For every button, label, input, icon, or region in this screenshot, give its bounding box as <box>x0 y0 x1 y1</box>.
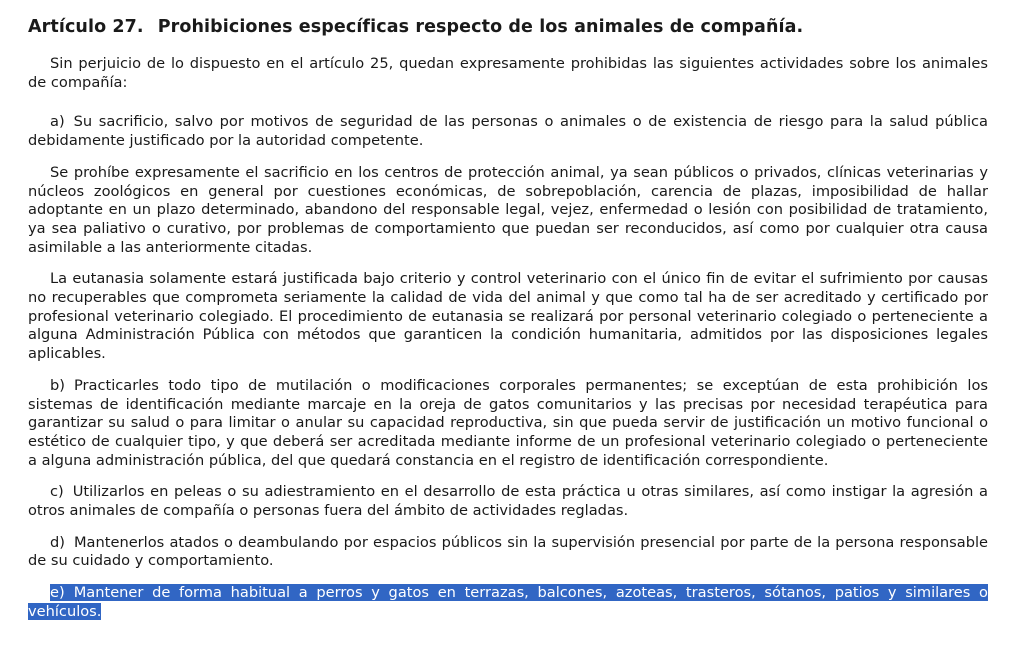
item-e-paragraph[interactable] <box>28 584 988 621</box>
item-c-text: Utilizarlos en peleas o su adiestramiento en el desarrollo de esta práctica u otras similares, así como instigar la agresión a otros animales de compañía o personas fuera del ámbito de actividades regladas. <box>28 483 988 520</box>
item-b-text: Practicarles todo tipo de mutilación o modificaciones corporales permanentes; se exceptúan de esta prohibición los sistemas de identificación mediante marcaje en la oreja de gatos comunitarios y las precisas por necesidad terapéutica para garantizar su salud o para limitar o anular su capacidad reproductiva, sin que pueda servir de justificación un motivo funcional o estético de cualquier tipo, y que deberá ser acreditada mediante informe de un profesional veterinario colegiado o perteneciente a alguna administración pública, del que quedará constancia en el registro de identificación correspondiente. <box>28 376 988 469</box>
text-selection-highlight[interactable] <box>28 584 988 620</box>
item-a-text: Su sacrificio, salvo por motivos de seguridad de las personas o animales o de existencia de riesgo para la salud pública debidamente justificado por la autoridad competente. <box>28 113 988 150</box>
article-title: Prohibiciones específicas respecto de los animales de compañía. <box>157 17 804 37</box>
item-e-label[interactable]: e) <box>50 584 65 602</box>
item-a-subparagraph-2: La eutanasia solamente estará justificada bajo criterio y control veterinario con el único fin de evitar el sufrimiento por causas no recuperables que comprometa seriamente la calidad de vida del animal y que como tal ha de ser acreditado y certificado por profesional veterinario colegiado. El procedimiento de eutanasia se realizará por personal veterinario colegiado o perteneciente a alguna Administración Pública con métodos que garanticen la condición humanitaria, admitidos por las disposiciones legales aplicables. <box>28 270 988 363</box>
intro-paragraph: Sin perjuicio de lo dispuesto en el artículo 25, quedan expresamente prohibidas las siguientes actividades sobre los animales de compañía: <box>28 55 988 91</box>
item-d-text: Mantenerlos atados o deambulando por espacios públicos sin la supervisión presencial por parte de la persona responsable de su cuidado y comportamiento. <box>28 533 988 570</box>
article-number: Artículo 27. <box>28 17 144 37</box>
item-d-paragraph <box>28 534 988 571</box>
item-a-subparagraph-1: Se prohíbe expresamente el sacrificio en los centros de protección animal, ya sean públicos o privados, clínicas veterinarias y núcleos zoológicos en general por cuestiones económicas, de sobrepoblación, carencia de plazas, imposibilidad de hallar adoptante en un plazo determinado, abandono del responsable legal, vejez, enfermedad o lesión con posibilidad de tratamiento, ya sea paliativo o curativo, por problemas de comportamiento que puedan ser reconducidos, así como por cualquier otra causa asimilable a las anteriormente citadas. <box>28 163 988 256</box>
item-e-text[interactable]: Mantener de forma habitual a perros y gatos en terrazas, balcones, azoteas, trasteros, sótanos, patios y similares o vehículos. <box>28 584 988 620</box>
item-d-label: d) <box>50 533 65 551</box>
document-page <box>28 0 988 622</box>
item-a-paragraph <box>28 113 988 150</box>
item-c-label: c) <box>50 483 64 501</box>
item-c-paragraph <box>28 483 988 520</box>
item-b-label: b) <box>50 376 65 394</box>
item-a-label: a) <box>50 113 65 131</box>
article-heading <box>28 17 988 37</box>
item-b-paragraph <box>28 377 988 471</box>
